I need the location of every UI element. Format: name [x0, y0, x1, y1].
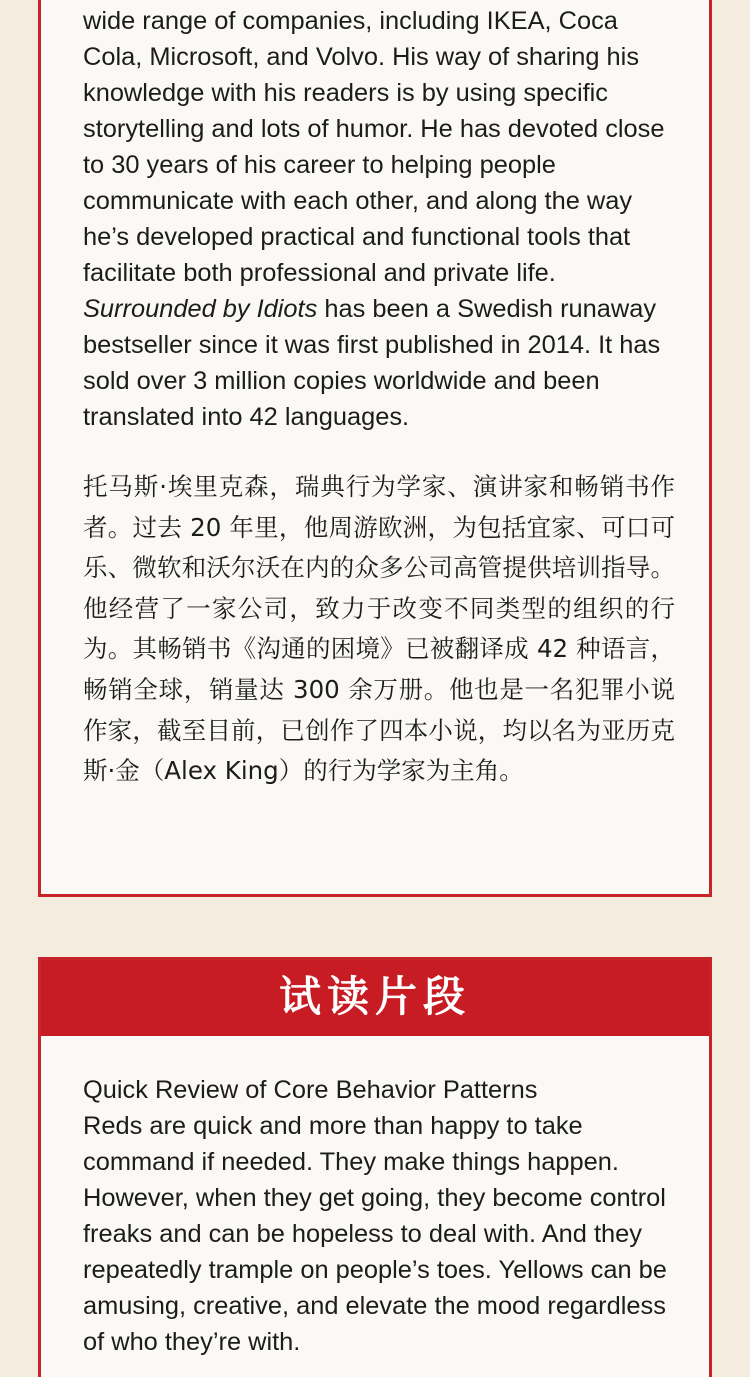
excerpt-header-bar [41, 960, 709, 1036]
excerpt-card [38, 957, 712, 1377]
author-bio-card [38, 0, 712, 897]
author-bio-english [83, 0, 683, 435]
excerpt-heading: Quick Review of Core Behavior Patterns [83, 1076, 538, 1104]
excerpt-text [83, 1072, 683, 1360]
excerpt-body: Reds are quick and more than happy to take command if needed. They make things happen. However, when they get going, they become control freaks and can be hopeless to deal with. And they repeatedly trample on people’s toes. Yellows can be amusing, creative, and elevate the mood regardless of who they’re with. [83, 1112, 667, 1356]
author-bio-english-part-2: has been a Swedish runaway bestseller since it was first published in 2014. It has sold over 3 million copies worldwide and been translated into 42 languages. [83, 295, 661, 431]
author-bio-chinese: 托马斯·埃里克森，瑞典行为学家、演讲家和畅销书作者。过去 20 年里，他周游欧洲，为包括宜家、可口可乐、微软和沃尔沃在内的众多公司高管提供培训指导。他经营了一家公司，致力于改变不同类型的组织的行为。其畅销书《沟通的困境》已被翻译成 42 种语言，畅销全球，销量达 300 余万册。他也是一名犯罪小说作家，截至目前，已创作了四本小说，均以名为亚历克斯·金（Alex King）的行为学家为主角。 [83, 472, 675, 786]
author-bio-english-part-1: wide range of companies, including IKEA, Coca Cola, Microsoft, and Volvo. His way of sharing his knowledge with his readers is by using specific storytelling and lots of humor. He has devoted close to 30 years of his career to helping people communicate with each other, and along the way he’s developed practical and functional tools that facilitate both professional and private life. [83, 7, 665, 287]
book-title: Surrounded by Idiots [83, 295, 318, 323]
excerpt-header-title: 试读片段 [278, 972, 471, 1021]
